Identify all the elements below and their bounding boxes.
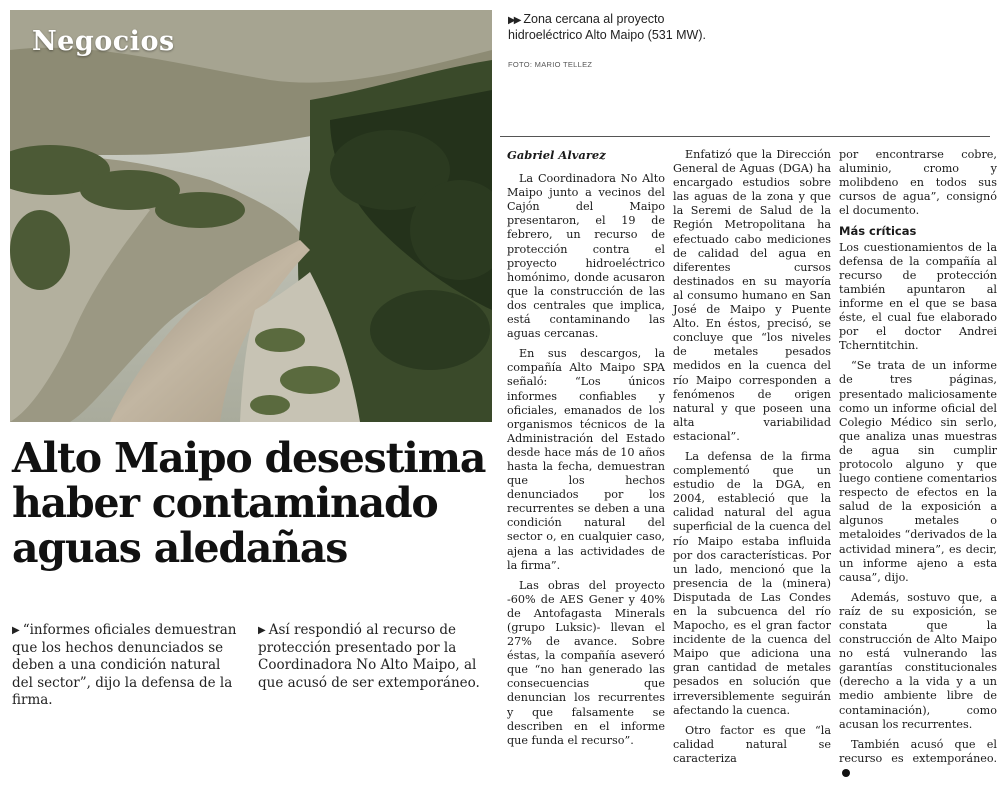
- divider: [500, 136, 990, 137]
- deck-1: [12, 622, 244, 710]
- byline: Gabriel Alvarez: [507, 148, 606, 162]
- deck-1-text: “informes oficiales demuestran que los hechos denunciados se deben a una condición natural del sector”, dijo la defensa de la firma.: [12, 622, 237, 708]
- article-column-1: [507, 148, 665, 754]
- final-paragraph-text: También acusó que el recurso es extemporáneo.: [839, 737, 997, 765]
- triangle-bullet-icon: ▶: [12, 625, 20, 636]
- river-canyon-photo: [10, 10, 492, 422]
- caption-arrow-icon: ▶▶: [508, 15, 520, 26]
- paragraph: “Se trata de un informe de tres páginas, presentado maliciosamente como un informe oficial del Colegio Médico sin serlo, que analiza unas muestras de agua sin cumplir protocolo alguno y que luego contiene comentarios respecto de efectos en la salud de la exposición a algunos metales o metaloides “derivados de la actividad minera”, es decir, un informe ajeno a esta causa”, dijo.: [839, 359, 997, 584]
- article-photo: [10, 10, 492, 422]
- end-mark-icon: [842, 769, 850, 777]
- photo-caption: [508, 12, 708, 43]
- deck-2-text: Así respondió al recurso de protección presentado por la Coordinadora No Alto Maipo, al que acusó de ser extemporáneo.: [258, 622, 480, 691]
- photo-credit: FOTO: MARIO TELLEZ: [508, 60, 593, 69]
- deck-2: [258, 622, 490, 692]
- paragraph: Enfatizó que la Dirección General de Aguas (DGA) ha encargado estudios sobre las aguas de la zona y que la Seremi de Salud de la Región Metropolitana ha efectuado cabo mediciones de calidad del agua en diferentes cursos destinados en su mayoría al consumo humano en San José de Maipo y Puente Alto. En éstos, precisó, se concluye que “los niveles de metales pesados medidos en la cuenca del río Maipo corresponden a fenómenos de origen natural y que poseen una alta variabilidad estacional”.: [673, 148, 831, 443]
- caption-text: Zona cercana al proyecto hidroeléctrico Alto Maipo (531 MW).: [508, 12, 706, 42]
- article-column-2: [673, 148, 831, 772]
- paragraph: [839, 738, 997, 780]
- paragraph: En sus descargos, la compañía Alto Maipo SPA señaló: “Los únicos informes confiables y oficiales, emanados de los organismos técnicos de la Administración del Estado desde hace más de 10 años hasta la fecha, demuestran que los hechos denunciados por los recurrentes se deben a una condición natural del sector o, en cualquier caso, ajena a las actividades de la firma”.: [507, 347, 665, 572]
- paragraph: Los cuestionamientos de la defensa de la compañía al recurso de protección también apuntaron al informe en el que se basa éste, el cual fue elaborado por el doctor Andrei Tcherntitchin.: [839, 240, 997, 353]
- paragraph: Otro factor es que “la calidad natural se caracteriza: [673, 723, 831, 765]
- section-label: Negocios: [32, 26, 175, 57]
- triangle-bullet-icon: ▶: [258, 625, 266, 636]
- paragraph: La defensa de la firma complementó que un estudio de la DGA, en 2004, estableció que la calidad natural del agua superficial de la cuenca del río Maipo estaba influida por dos características. Por un lado, mencionó que la presencia de la (minera) Disputada de Las Condes en la subcuenca del río Mapocho, es el gran factor incidente de la cuenca del Maipo que adiciona una gran cantidad de metales pesados en solución que irreversiblemente seguirán afectando la cuenca.: [673, 449, 831, 717]
- paragraph: Las obras del proyecto -60% de AES Gener y 40% de Antofagasta Minerals (grupo Luksic)- llevan el 27% de avance. Sobre éstas, la compañía aseveró que “no han generado las consecuencias que denuncian los recurrentes y que falsamente se describen en el informe que funda el recurso”.: [507, 578, 665, 747]
- article-column-3: [839, 148, 997, 786]
- paragraph: por encontrarse cobre, aluminio, cromo y molibdeno en todos sus cursos de agua”, consignó el documento.: [839, 148, 997, 218]
- subheading: Más críticas: [839, 224, 917, 239]
- headline: Alto Maipo desestima haber contaminado aguas aledañas: [12, 434, 486, 572]
- paragraph: Además, sostuvo que, a raíz de su exposición, se constata que la construcción de Alto Maipo no está vulnerando las garantías constitucionales (derecho a la vida y a un medio ambiente libre de contaminación), como acusan los recurrentes.: [839, 590, 997, 731]
- paragraph: La Coordinadora No Alto Maipo junto a vecinos del Cajón del Maipo presentaron, el 19 de febrero, un recurso de protección contra el proyecto hidroeléctrico homónimo, donde acusaron que la construcción de las dos centrales que implica, está contaminando las aguas cercanas.: [507, 172, 665, 341]
